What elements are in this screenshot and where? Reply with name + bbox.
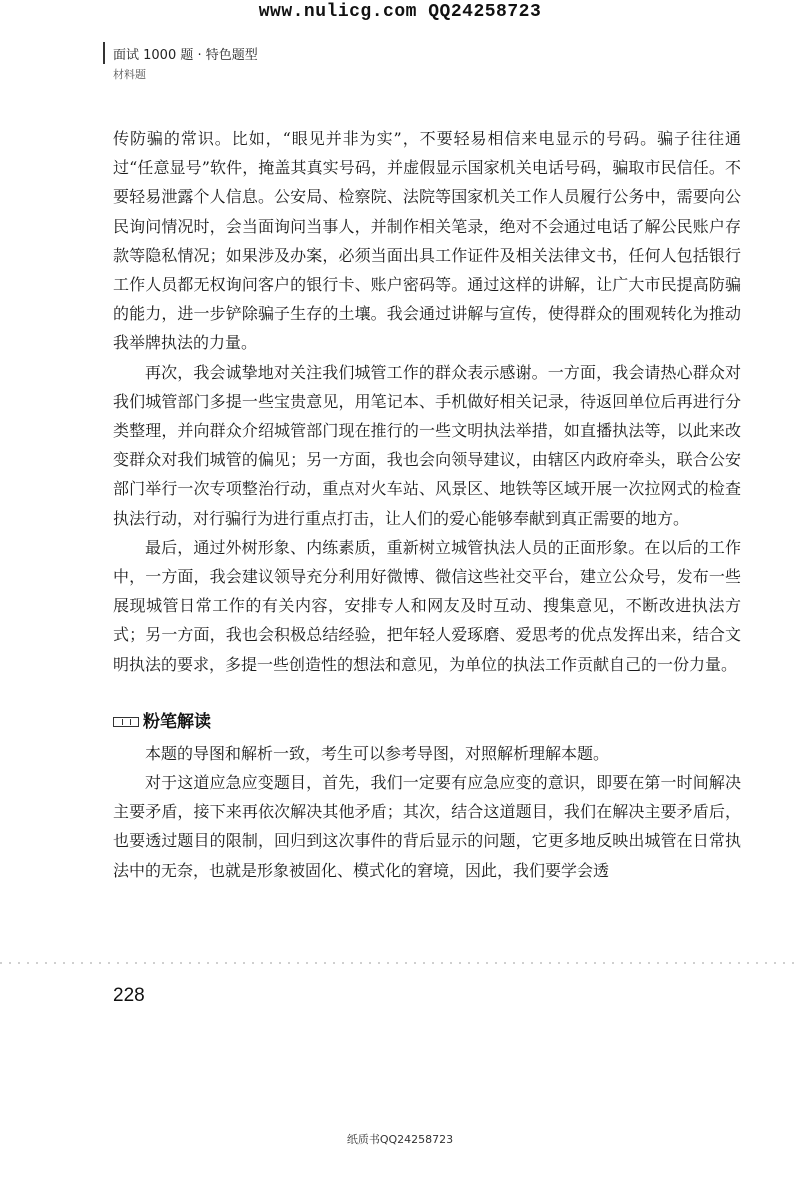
book-icon	[113, 717, 139, 727]
explanation-heading	[113, 709, 741, 735]
footer-rule	[0, 962, 800, 964]
body-paragraph-2: 再次，我会诚挚地对关注我们城管工作的群众表示感谢。一方面，我会请热心群众对我们城管部门多提一些宝贵意见，用笔记本、手机做好相关记录，待返回单位后再进行分类整理，并向群众介绍城管部门现在推行的一些文明执法举措，如直播执法等，以此来改变群众对我们城管的偏见；另一方面，我也会向领导建议，由辖区内政府牵头，联合公安部门举行一次专项整治行动，重点对火车站、风景区、地铁等区域开展一次拉网式的检查执法行动，对行骗行为进行重点打击，让人们的爱心能够奉献到真正需要的地方。	[113, 362, 741, 528]
page-body	[113, 124, 741, 885]
book-title: 面试 1000 题 · 特色题型	[113, 48, 258, 63]
section-gap	[113, 679, 741, 709]
body-paragraph-3: 最后，通过外树形象、内练素质，重新树立城管执法人员的正面形象。在以后的工作中，一方面，我会建议领导充分利用好微博、微信这些社交平台，建立公众号，发布一些展现城管日常工作的有关内容，安排专人和网友及时互动、搜集意见，不断改进执法方式；另一方面，我也会积极总结经验，把年轻人爱琢磨、爱思考的优点发挥出来，结合文明执法的要求，多提一些创造性的想法和意见，为单位的执法工作贡献自己的一份力量。	[113, 537, 741, 674]
watermark-bottom: 纸质书QQ24258723	[346, 1133, 454, 1146]
explanation-paragraph-1: 本题的导图和解析一致，考生可以参考导图，对照解析理解本题。	[145, 743, 610, 763]
explanation-paragraph-2: 对于这道应急应变题目，首先，我们一定要有应急应变的意识，即要在第一时间解决主要矛盾，接下来再依次解决其他矛盾；其次，结合这道题目，我们在解决主要矛盾后，也要透过题目的限制，回归到这次事件的背后显示的问题，它更多地反映出城管在日常执法中的无奈，也就是形象被固化、模式化的窘境，因此，我们要学会透	[113, 773, 741, 880]
explanation-title: 粉笔解读	[143, 711, 211, 732]
body-paragraph-1: 传防骗的常识。比如，“眼见并非为实”，不要轻易相信来电显示的号码。骗子往往通过“任意显号”软件，掩盖其真实号码，并虚假显示国家机关电话号码，骗取市民信任。不要轻易泄露个人信息。公安局、检察院、法院等国家机关工作人员履行公务中，需要向公民询问情况时，会当面询问当事人，并制作相关笔录，绝对不会通过电话了解公民账户存款等隐私情况；如果涉及办案，必须当面出具工作证件及相关法律文书，任何人包括银行工作人员都无权询问客户的银行卡、账户密码等。通过这样的讲解，让广大市民提高防骗的能力，进一步铲除骗子生存的土壤。我会通过讲解与宣传，使得群众的围观转化为推动我举牌执法的力量。	[113, 129, 741, 353]
section-name: 材料题	[113, 68, 146, 81]
header-divider	[103, 42, 105, 64]
page-number: 228	[113, 985, 145, 1006]
watermark-top: www.nulicg.com QQ24258723	[258, 2, 542, 22]
